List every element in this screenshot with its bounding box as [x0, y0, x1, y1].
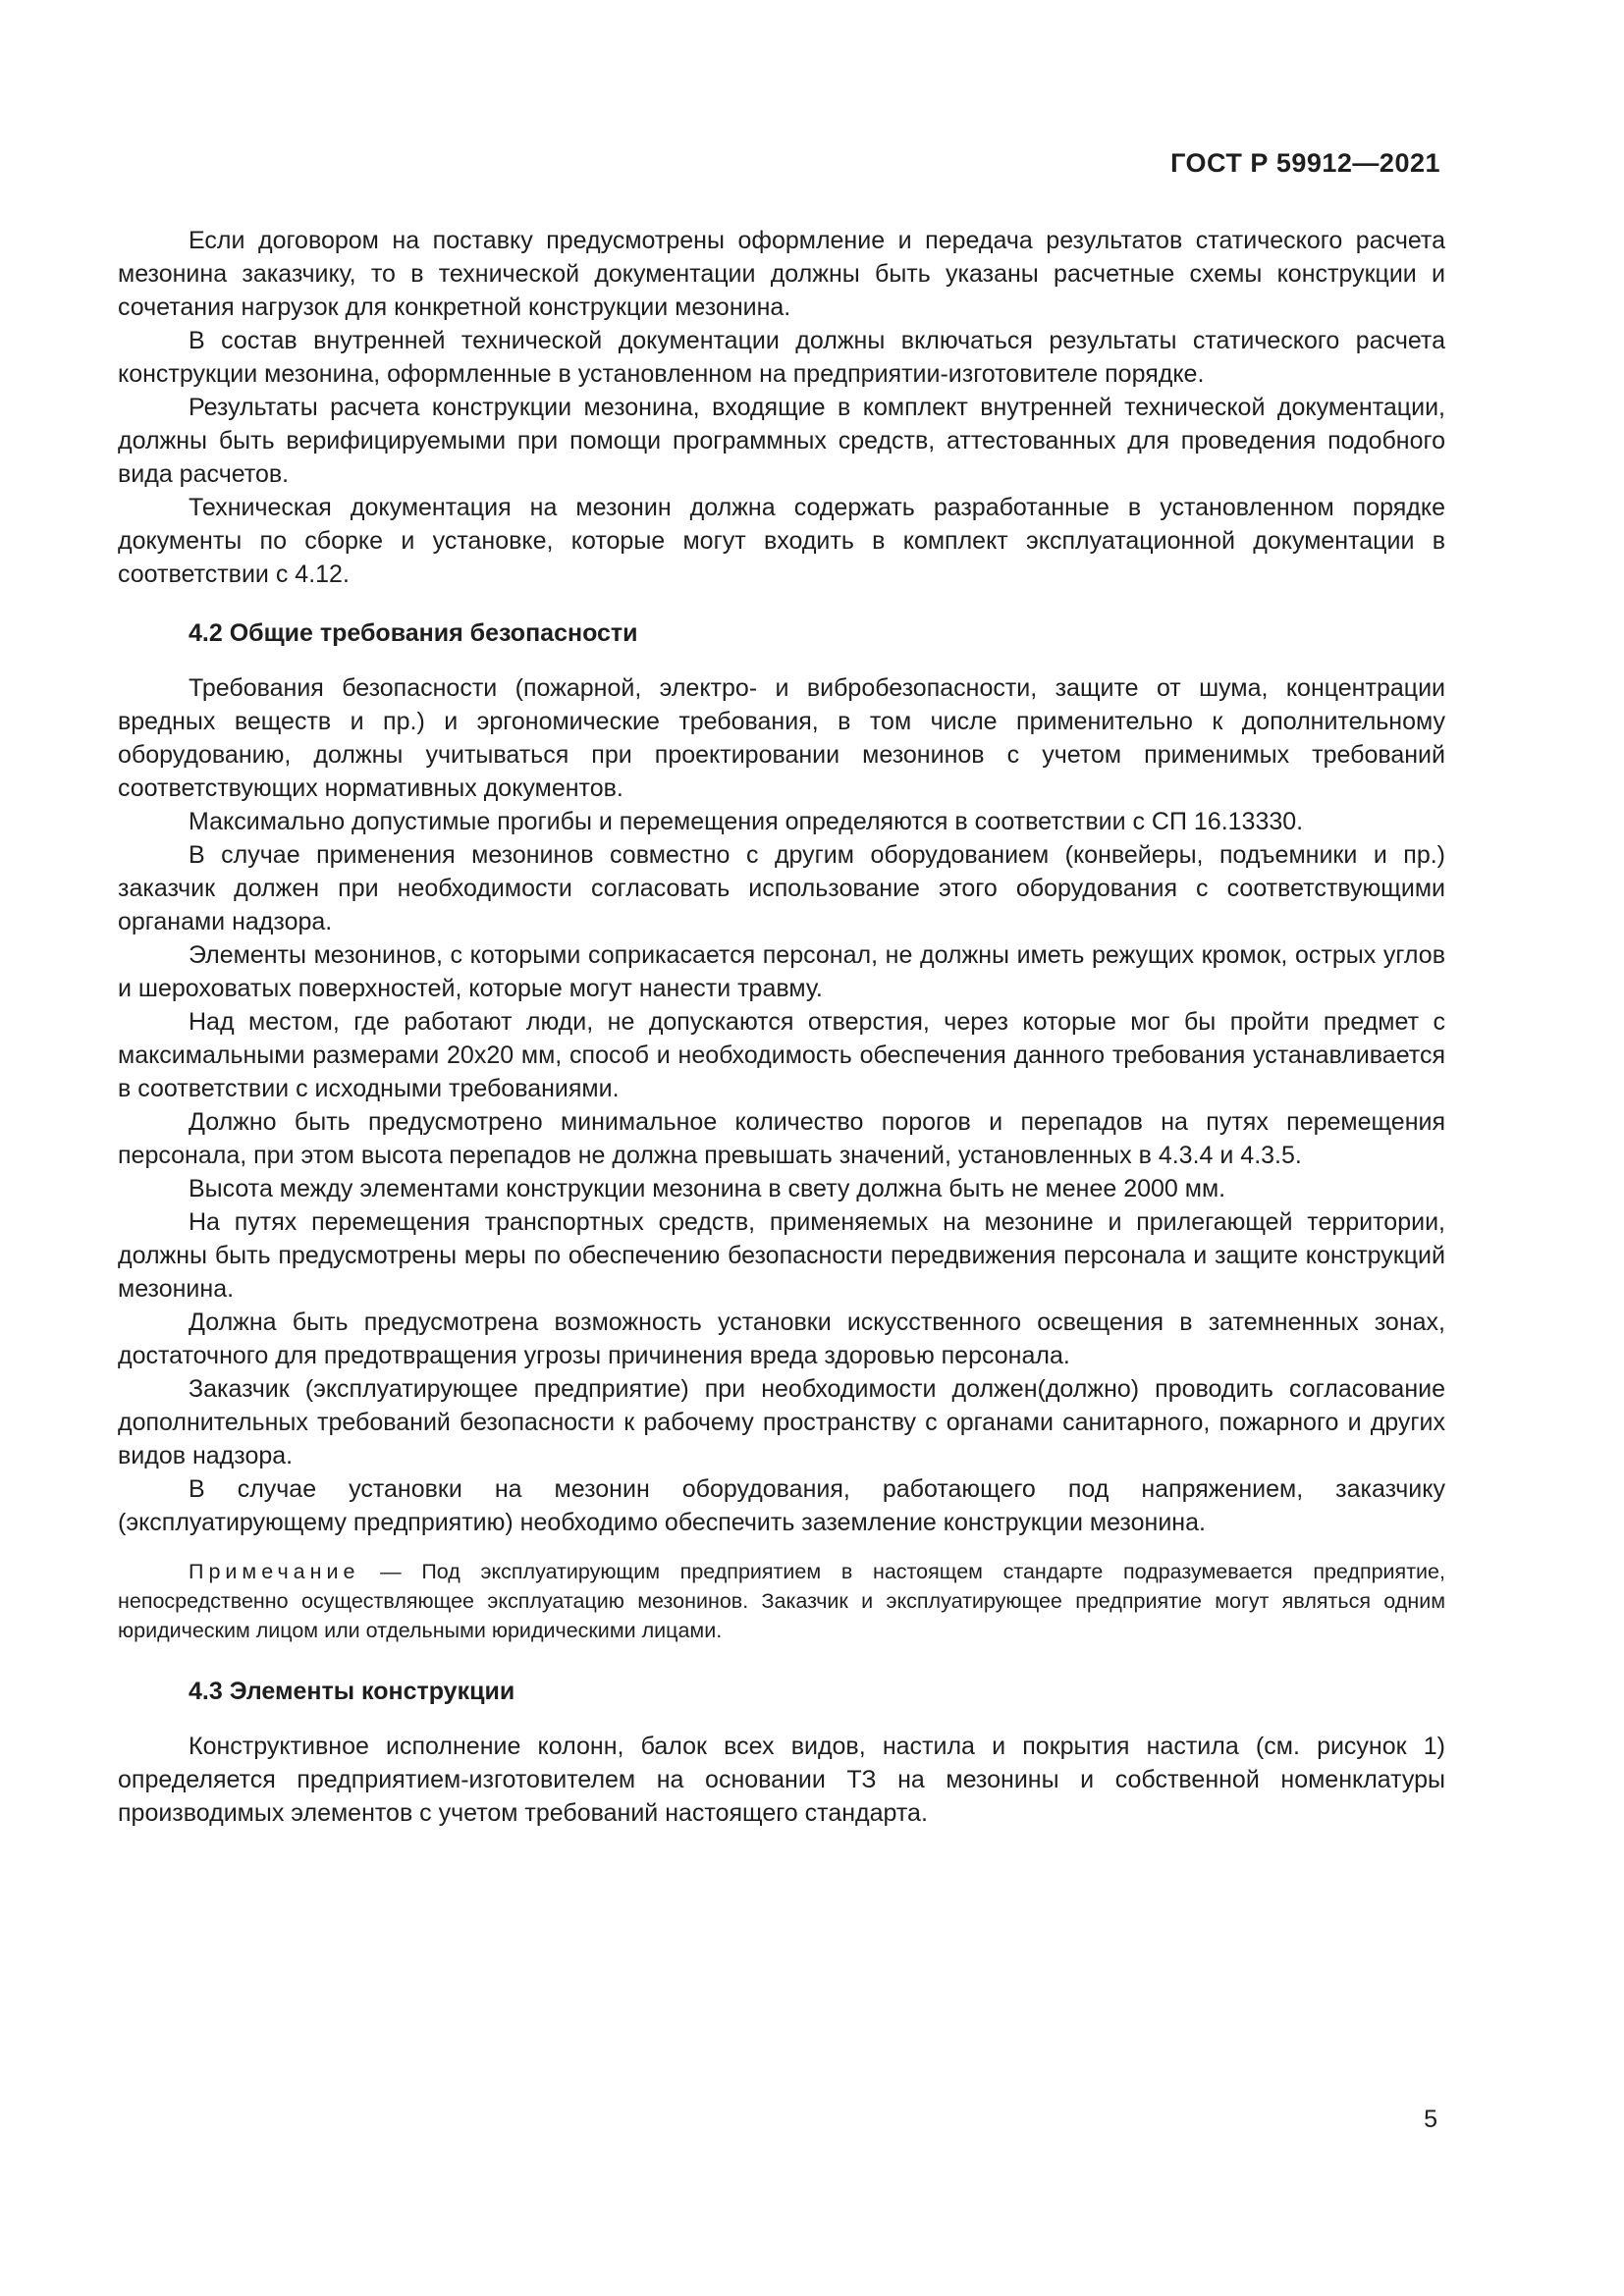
paragraph: Конструктивное исполнение колонн, балок всех видов, настила и покрытия настила (см. рисунок 1) определяется предприятием-изготовителем на основании ТЗ на мезонины и собственной номенклатуры производимых элементов с учетом требований настоящего стандарта.	[118, 1733, 1445, 1827]
paragraph: На путях перемещения транспортных средств, применяемых на мезонине и прилегающей территории, должны быть предусмотрены меры по обеспечению безопасности передвижения персонала и защите конструкций мезонина.	[118, 1208, 1445, 1303]
document-body	[118, 224, 1445, 1830]
paragraph: Заказчик (эксплуатирующее предприятие) при необходимости должен(должно) проводить согласование дополнительных требований безопасности к рабочему пространству с органами санитарного, пожарного и других видов надзора.	[118, 1375, 1445, 1469]
note	[118, 1557, 1445, 1645]
section-heading-4-3: 4.3 Элементы конструкции	[189, 1678, 515, 1705]
paragraph: Над местом, где работают люди, не допускаются отверстия, через которые мог бы пройти предмет с максимальными размерами 20х20 мм, способ и необходимость обеспечения данного требования устанавливается в соответствии с исходными требованиями.	[118, 1008, 1445, 1102]
paragraph: Элементы мезонинов, с которыми соприкасается персонал, не должны иметь режущих кромок, острых углов и шероховатых поверхностей, которые могут нанести травму.	[118, 941, 1445, 1002]
paragraph: В случае применения мезонинов совместно с другим оборудованием (конвейеры, подъемники и пр.) заказчик должен при необходимости согласовать использование этого оборудования с соответствующими органами надзора.	[118, 841, 1445, 935]
paragraph: Высота между элементами конструкции мезонина в свету должна быть не менее 2000 мм.	[189, 1175, 1226, 1202]
paragraph: В состав внутренней технической документации должны включаться результаты статического расчета конструкции мезонина, оформленные в установленном на предприятии-изготовителе порядке.	[118, 327, 1445, 388]
note-label: Примечание	[189, 1560, 360, 1583]
paragraph: Максимально допустимые прогибы и перемещения определяются в соответствии с СП 16.13330.	[189, 808, 1304, 835]
paragraph: Должна быть предусмотрена возможность установки искусственного освещения в затемненных зонах, достаточного для предотвращения угрозы причинения вреда здоровью персонала.	[118, 1308, 1445, 1369]
paragraph: Требования безопасности (пожарной, электро- и вибробезопасности, защите от шума, концентрации вредных веществ и пр.) и эргономические требования, в том числе применительно к дополнительному оборудованию, должны учитываться при проектировании мезонинов с учетом применимых требований соответствующих нормативных документов.	[118, 674, 1445, 802]
section-heading-4-2: 4.2 Общие требования безопасности	[189, 619, 638, 647]
paragraph: В случае установки на мезонин оборудования, работающего под напряжением, заказчику (эксплуатирующему предприятию) необходимо обеспечить заземление конструкции мезонина.	[118, 1475, 1445, 1536]
note-text: — Под эксплуатирующим предприятием в настоящем стандарте подразумевается предприятие, непосредственно осуществляющее эксплуатацию мезонинов. Заказчик и эксплуатирующее предприятие могут являться одним юридическим лицом или отдельными юридическими лицами.	[118, 1560, 1445, 1642]
paragraph: Если договором на поставку предусмотрены оформление и передача результатов статического расчета мезонина заказчику, то в технической документации должны быть указаны расчетные схемы конструкции и сочетания нагрузок для конкретной конструкции мезонина.	[118, 227, 1445, 321]
page-number: 5	[1424, 2106, 1437, 2133]
paragraph: Должно быть предусмотрено минимальное количество порогов и перепадов на путях перемещения персонала, при этом высота перепадов не должна превышать значений, установленных в 4.3.4 и 4.3.5.	[118, 1108, 1445, 1169]
document-code-header: ГОСТ Р 59912—2021	[1170, 148, 1440, 178]
paragraph: Техническая документация на мезонин должна содержать разработанные в установленном порядке документы по сборке и установке, которые могут входить в комплект эксплуатационной документации в соответствии с 4.12.	[118, 494, 1445, 588]
paragraph: Результаты расчета конструкции мезонина, входящие в комплект внутренней технической документации, должны быть верифицируемыми при помощи программных средств, аттестованных для проведения подобного вида расчетов.	[118, 394, 1445, 488]
